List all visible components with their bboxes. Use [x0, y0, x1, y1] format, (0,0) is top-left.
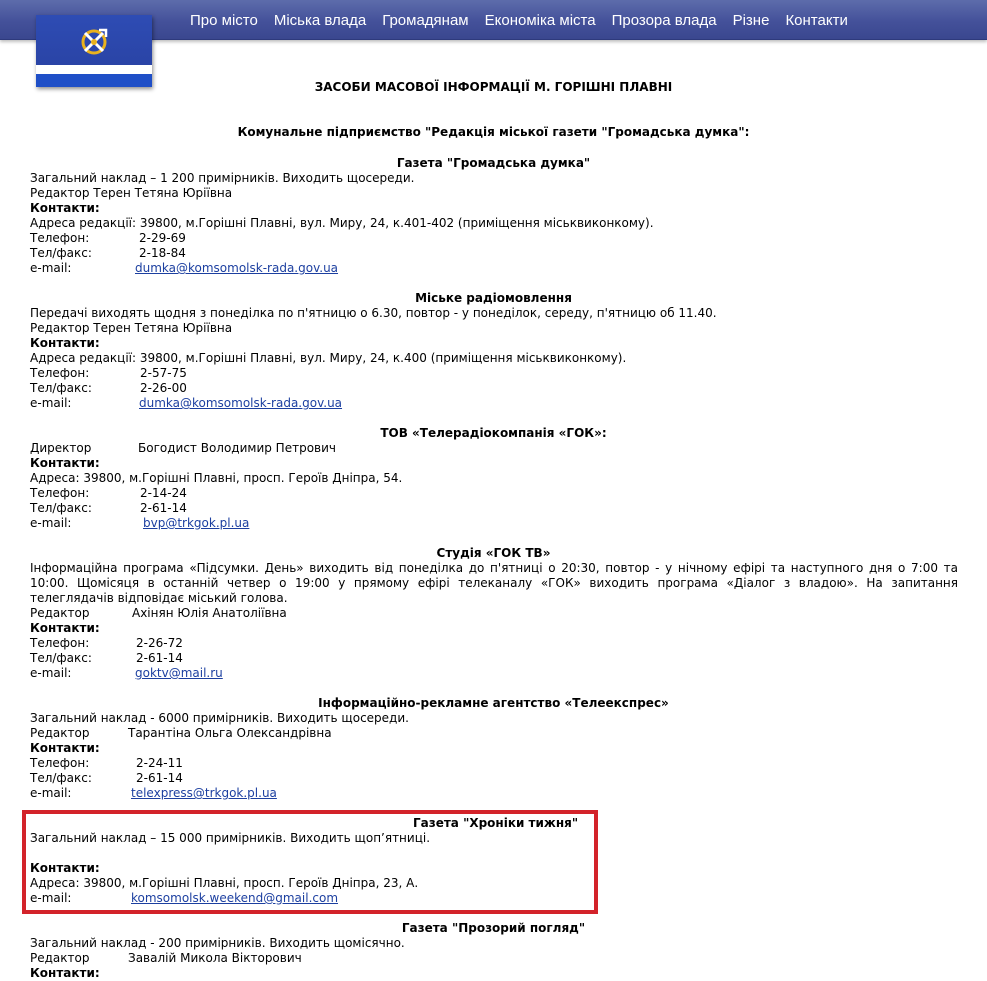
director-row	[30, 441, 336, 456]
editor-label: Редактор	[30, 606, 90, 620]
email-row	[30, 666, 223, 681]
phone-value: 2-57-75	[140, 366, 187, 380]
phone-row	[30, 636, 183, 651]
email-link[interactable]: bvp@trkgok.pl.ua	[143, 516, 250, 530]
phone-value: 2-26-72	[136, 636, 183, 650]
fax-row	[30, 771, 183, 786]
menu-item-economy[interactable]: Економіка міста	[484, 11, 596, 29]
main-menu	[182, 0, 856, 40]
fax-label: Тел/факс:	[30, 771, 92, 785]
emblem-icon	[76, 24, 112, 60]
fax-row	[30, 501, 187, 516]
editor-row	[30, 606, 287, 621]
circulation-text: Загальний наклад – 1 200 примірників. Виходить щосереди.	[30, 171, 415, 185]
phone-value: 2-29-69	[139, 231, 186, 245]
address-text: Адреса редакції: 39800, м.Горішні Плавні, вул. Миру, 24, к.400 (приміщення міськвиконкому).	[30, 351, 627, 365]
email-link[interactable]: dumka@komsomolsk-rada.gov.ua	[139, 396, 343, 410]
email-label: e-mail:	[30, 261, 72, 275]
email-row	[30, 261, 339, 276]
email-label: e-mail:	[30, 666, 72, 680]
contacts-label: Контакти:	[30, 861, 100, 875]
phone-row	[30, 366, 187, 381]
circulation-text: Загальний наклад – 15 000 примірників. Виходить щоп’ятниці.	[30, 831, 431, 845]
editor-name: Ахінян Юлія Анатоліївна	[132, 606, 287, 620]
email-link[interactable]: dumka@komsomolsk-rada.gov.ua	[135, 261, 339, 275]
menu-item-misc[interactable]: Різне	[732, 11, 770, 29]
editor-text: Редактор Терен Тетяна Юріївна	[30, 321, 233, 335]
phone-label: Телефон:	[30, 486, 90, 500]
contacts-label: Контакти:	[30, 621, 100, 635]
section-title-prozoryi-pohliad: Газета "Прозорий погляд"	[401, 921, 586, 935]
phone-label: Телефон:	[30, 636, 90, 650]
editor-name: Тарантіна Ольга Олександрівна	[128, 726, 332, 740]
fax-label: Тел/факс:	[30, 501, 92, 515]
menu-item-transparent-government[interactable]: Прозора влада	[611, 11, 717, 29]
phone-label: Телефон:	[30, 366, 90, 380]
director-name: Богодист Володимир Петрович	[138, 441, 336, 455]
email-label: e-mail:	[30, 891, 72, 905]
fax-value: 2-61-14	[140, 501, 187, 515]
menu-item-about-city[interactable]: Про місто	[190, 11, 258, 29]
menu-item-city-government[interactable]: Міська влада	[273, 11, 367, 29]
section-title-gromadska-dumka: Газета "Громадська думка"	[396, 156, 591, 170]
schedule-text: Передачі виходять щодня з понеділка по п'ятницю о 6.30, повтор - у понеділок, середу, п'ятницю об 11.40.	[30, 306, 717, 320]
section-title-radio: Міське радіомовлення	[415, 291, 572, 305]
email-label: e-mail:	[30, 786, 72, 800]
city-flag-logo[interactable]	[36, 15, 152, 87]
contacts-label: Контакти:	[30, 741, 100, 755]
section-title-khroniky-tyzhnya: Газета "Хроніки тижня"	[413, 816, 579, 830]
email-row	[30, 516, 250, 531]
phone-row	[30, 231, 186, 246]
fax-label: Тел/факс:	[30, 651, 92, 665]
email-row	[30, 786, 277, 801]
contacts-label: Контакти:	[30, 966, 100, 980]
editor-label: Редактор	[30, 726, 90, 740]
phone-row	[30, 756, 183, 771]
phone-row	[30, 486, 187, 501]
address-text: Адреса редакції: 39800, м.Горішні Плавні, вул. Миру, 24, к.401-402 (приміщення міськвиконкому).	[30, 216, 654, 230]
editor-row	[30, 726, 332, 741]
fax-value: 2-18-84	[139, 246, 186, 260]
contacts-label: Контакти:	[30, 336, 100, 350]
menu-item-citizens[interactable]: Громадянам	[382, 11, 469, 29]
fax-row	[30, 246, 186, 261]
section-title-trk-gok: ТОВ «Телерадіокомпанія «ГОК»:	[380, 426, 607, 440]
email-link[interactable]: komsomolsk.weekend@gmail.com	[131, 891, 339, 905]
address-text: Адреса: 39800, м.Горішні Плавні, просп. Героїв Дніпра, 54.	[30, 471, 403, 485]
circulation-text: Загальний наклад - 6000 примірників. Виходить щосереди.	[30, 711, 409, 725]
circulation-text: Загальний наклад - 200 примірників. Виходить щомісячно.	[30, 936, 405, 950]
contacts-label: Контакти:	[30, 456, 100, 470]
address-text: Адреса: 39800, м.Горішні Плавні, просп. Героїв Дніпра, 23, А.	[30, 876, 419, 890]
email-link[interactable]: telexpress@trkgok.pl.ua	[131, 786, 277, 800]
fax-value: 2-26-00	[140, 381, 187, 395]
email-label: e-mail:	[30, 516, 72, 530]
program-description: Інформаційна програма «Підсумки. День» виходить від понеділка до п'ятниці о 20:30, повтор - у нічному ефірі та наступного дня о 7:00 та 10:00. Щомісяця в останній четвер о 19:00 у прямому ефірі телеканалу «ГОК» виходить програма «Діалог з владою». На запитання телеглядачів відповідає міський голова.	[30, 561, 958, 605]
organization-heading: Комунальне підприємство "Редакція міської газети "Громадська думка":	[237, 125, 750, 139]
phone-value: 2-24-11	[136, 756, 183, 770]
editor-text: Редактор Терен Тетяна Юріївна	[30, 186, 233, 200]
fax-label: Тел/факс:	[30, 381, 92, 395]
phone-label: Телефон:	[30, 231, 90, 245]
editor-name: Завалій Микола Вікторович	[128, 951, 302, 965]
fax-label: Тел/факс:	[30, 246, 92, 260]
phone-label: Телефон:	[30, 756, 90, 770]
editor-row	[30, 951, 302, 966]
menu-item-contacts[interactable]: Контакти	[785, 11, 848, 29]
email-row	[30, 396, 343, 411]
section-title-teleexpress: Інформаційно-рекламне агентство «Телеекспрес»	[318, 696, 669, 710]
section-title-gok-tv: Студія «ГОК ТВ»	[436, 546, 551, 560]
contacts-label: Контакти:	[30, 201, 100, 215]
fax-value: 2-61-14	[136, 651, 183, 665]
editor-label: Редактор	[30, 951, 90, 965]
page-title: ЗАСОБИ МАСОВОЇ ІНФОРМАЦІЇ М. ГОРІШНІ ПЛАВНІ	[314, 80, 673, 94]
fax-row	[30, 381, 187, 396]
email-label: e-mail:	[30, 396, 72, 410]
director-label: Директор	[30, 441, 92, 455]
fax-value: 2-61-14	[136, 771, 183, 785]
email-link[interactable]: goktv@mail.ru	[135, 666, 223, 680]
email-row	[30, 891, 339, 906]
fax-row	[30, 651, 183, 666]
phone-value: 2-14-24	[140, 486, 187, 500]
